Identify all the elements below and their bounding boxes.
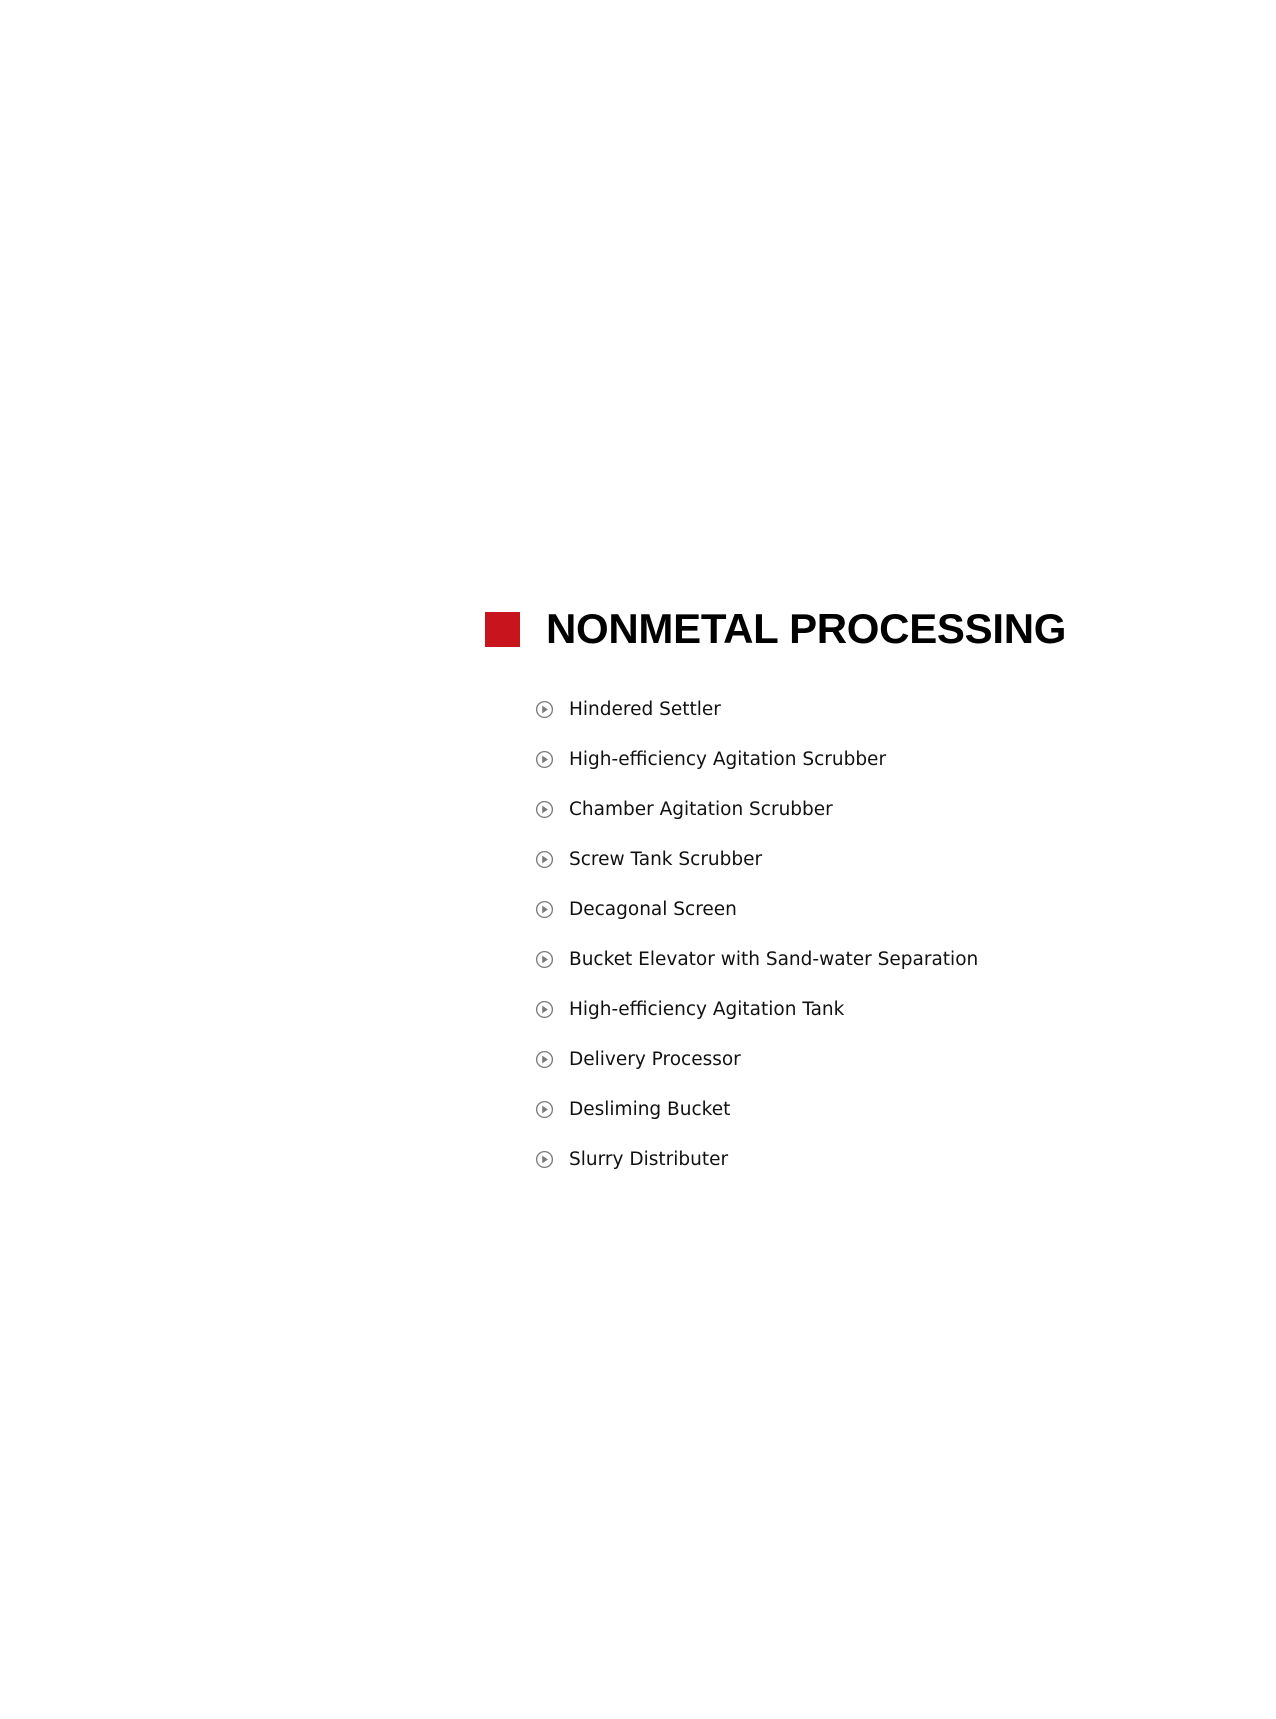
list-item	[535, 884, 978, 934]
list-item	[535, 684, 978, 734]
circled-arrow-icon	[535, 700, 554, 719]
list-item	[535, 834, 978, 884]
list-item-label: Delivery Processor	[569, 1048, 741, 1070]
circled-arrow-icon	[535, 1150, 554, 1169]
list-item	[535, 1134, 978, 1184]
section-header	[485, 604, 1066, 654]
circled-arrow-icon	[535, 900, 554, 919]
list-item	[535, 1084, 978, 1134]
product-list	[535, 684, 978, 1184]
list-item	[535, 734, 978, 784]
list-item	[535, 934, 978, 984]
list-item	[535, 984, 978, 1034]
circled-arrow-icon	[535, 800, 554, 819]
circled-arrow-icon	[535, 850, 554, 869]
list-item-label: High-efficiency Agitation Tank	[569, 998, 845, 1020]
list-item-label: Bucket Elevator with Sand-water Separation	[569, 948, 979, 970]
list-item-label: High-efficiency Agitation Scrubber	[569, 748, 887, 770]
list-item	[535, 784, 978, 834]
list-item-label: Decagonal Screen	[569, 898, 737, 920]
list-item-label: Hindered Settler	[569, 698, 721, 720]
red-square-icon	[485, 612, 520, 647]
list-item	[535, 1034, 978, 1084]
section-title: NONMETAL PROCESSING	[546, 605, 1067, 652]
circled-arrow-icon	[535, 1100, 554, 1119]
circled-arrow-icon	[535, 750, 554, 769]
list-item-label: Screw Tank Scrubber	[569, 848, 763, 870]
circled-arrow-icon	[535, 950, 554, 969]
circled-arrow-icon	[535, 1000, 554, 1019]
circled-arrow-icon	[535, 1050, 554, 1069]
list-item-label: Chamber Agitation Scrubber	[569, 798, 833, 820]
list-item-label: Slurry Distributer	[569, 1148, 729, 1170]
list-item-label: Desliming Bucket	[569, 1098, 731, 1120]
